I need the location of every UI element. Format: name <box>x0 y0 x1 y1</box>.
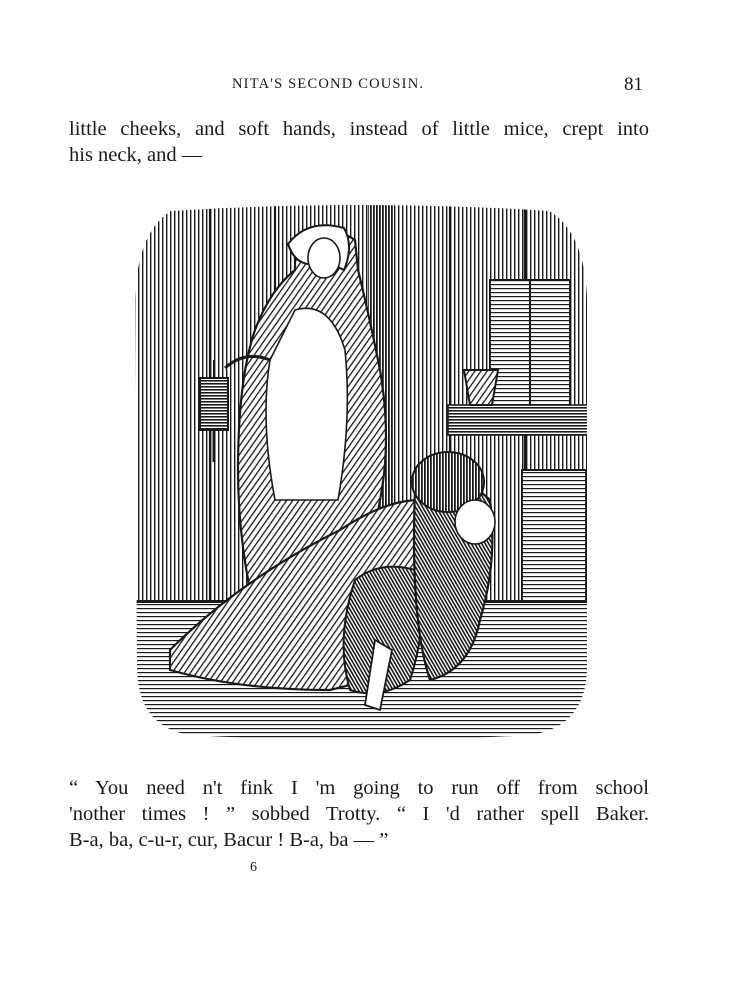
page-number: 81 <box>624 74 643 95</box>
text-line: little cheeks, and soft hands, instead of little mice, crept into <box>69 118 649 140</box>
text-line: B-a, ba, c-u-r, cur, Bacur ! B-a, ba — ” <box>69 829 389 851</box>
engraving-illustration <box>130 200 592 742</box>
text-line: 'nother times ! ” sobbed Trotty. “ I 'd rather spell Baker. <box>69 803 649 825</box>
running-head <box>0 74 741 98</box>
text-line: “ You need n't fink I 'm going to run off from school <box>69 777 649 799</box>
bottom-paragraph <box>69 775 649 853</box>
top-paragraph <box>69 116 649 168</box>
running-title: NITA'S SECOND COUSIN. <box>232 76 425 92</box>
signature-mark: 6 <box>250 860 257 875</box>
text-line: his neck, and — <box>69 144 203 166</box>
